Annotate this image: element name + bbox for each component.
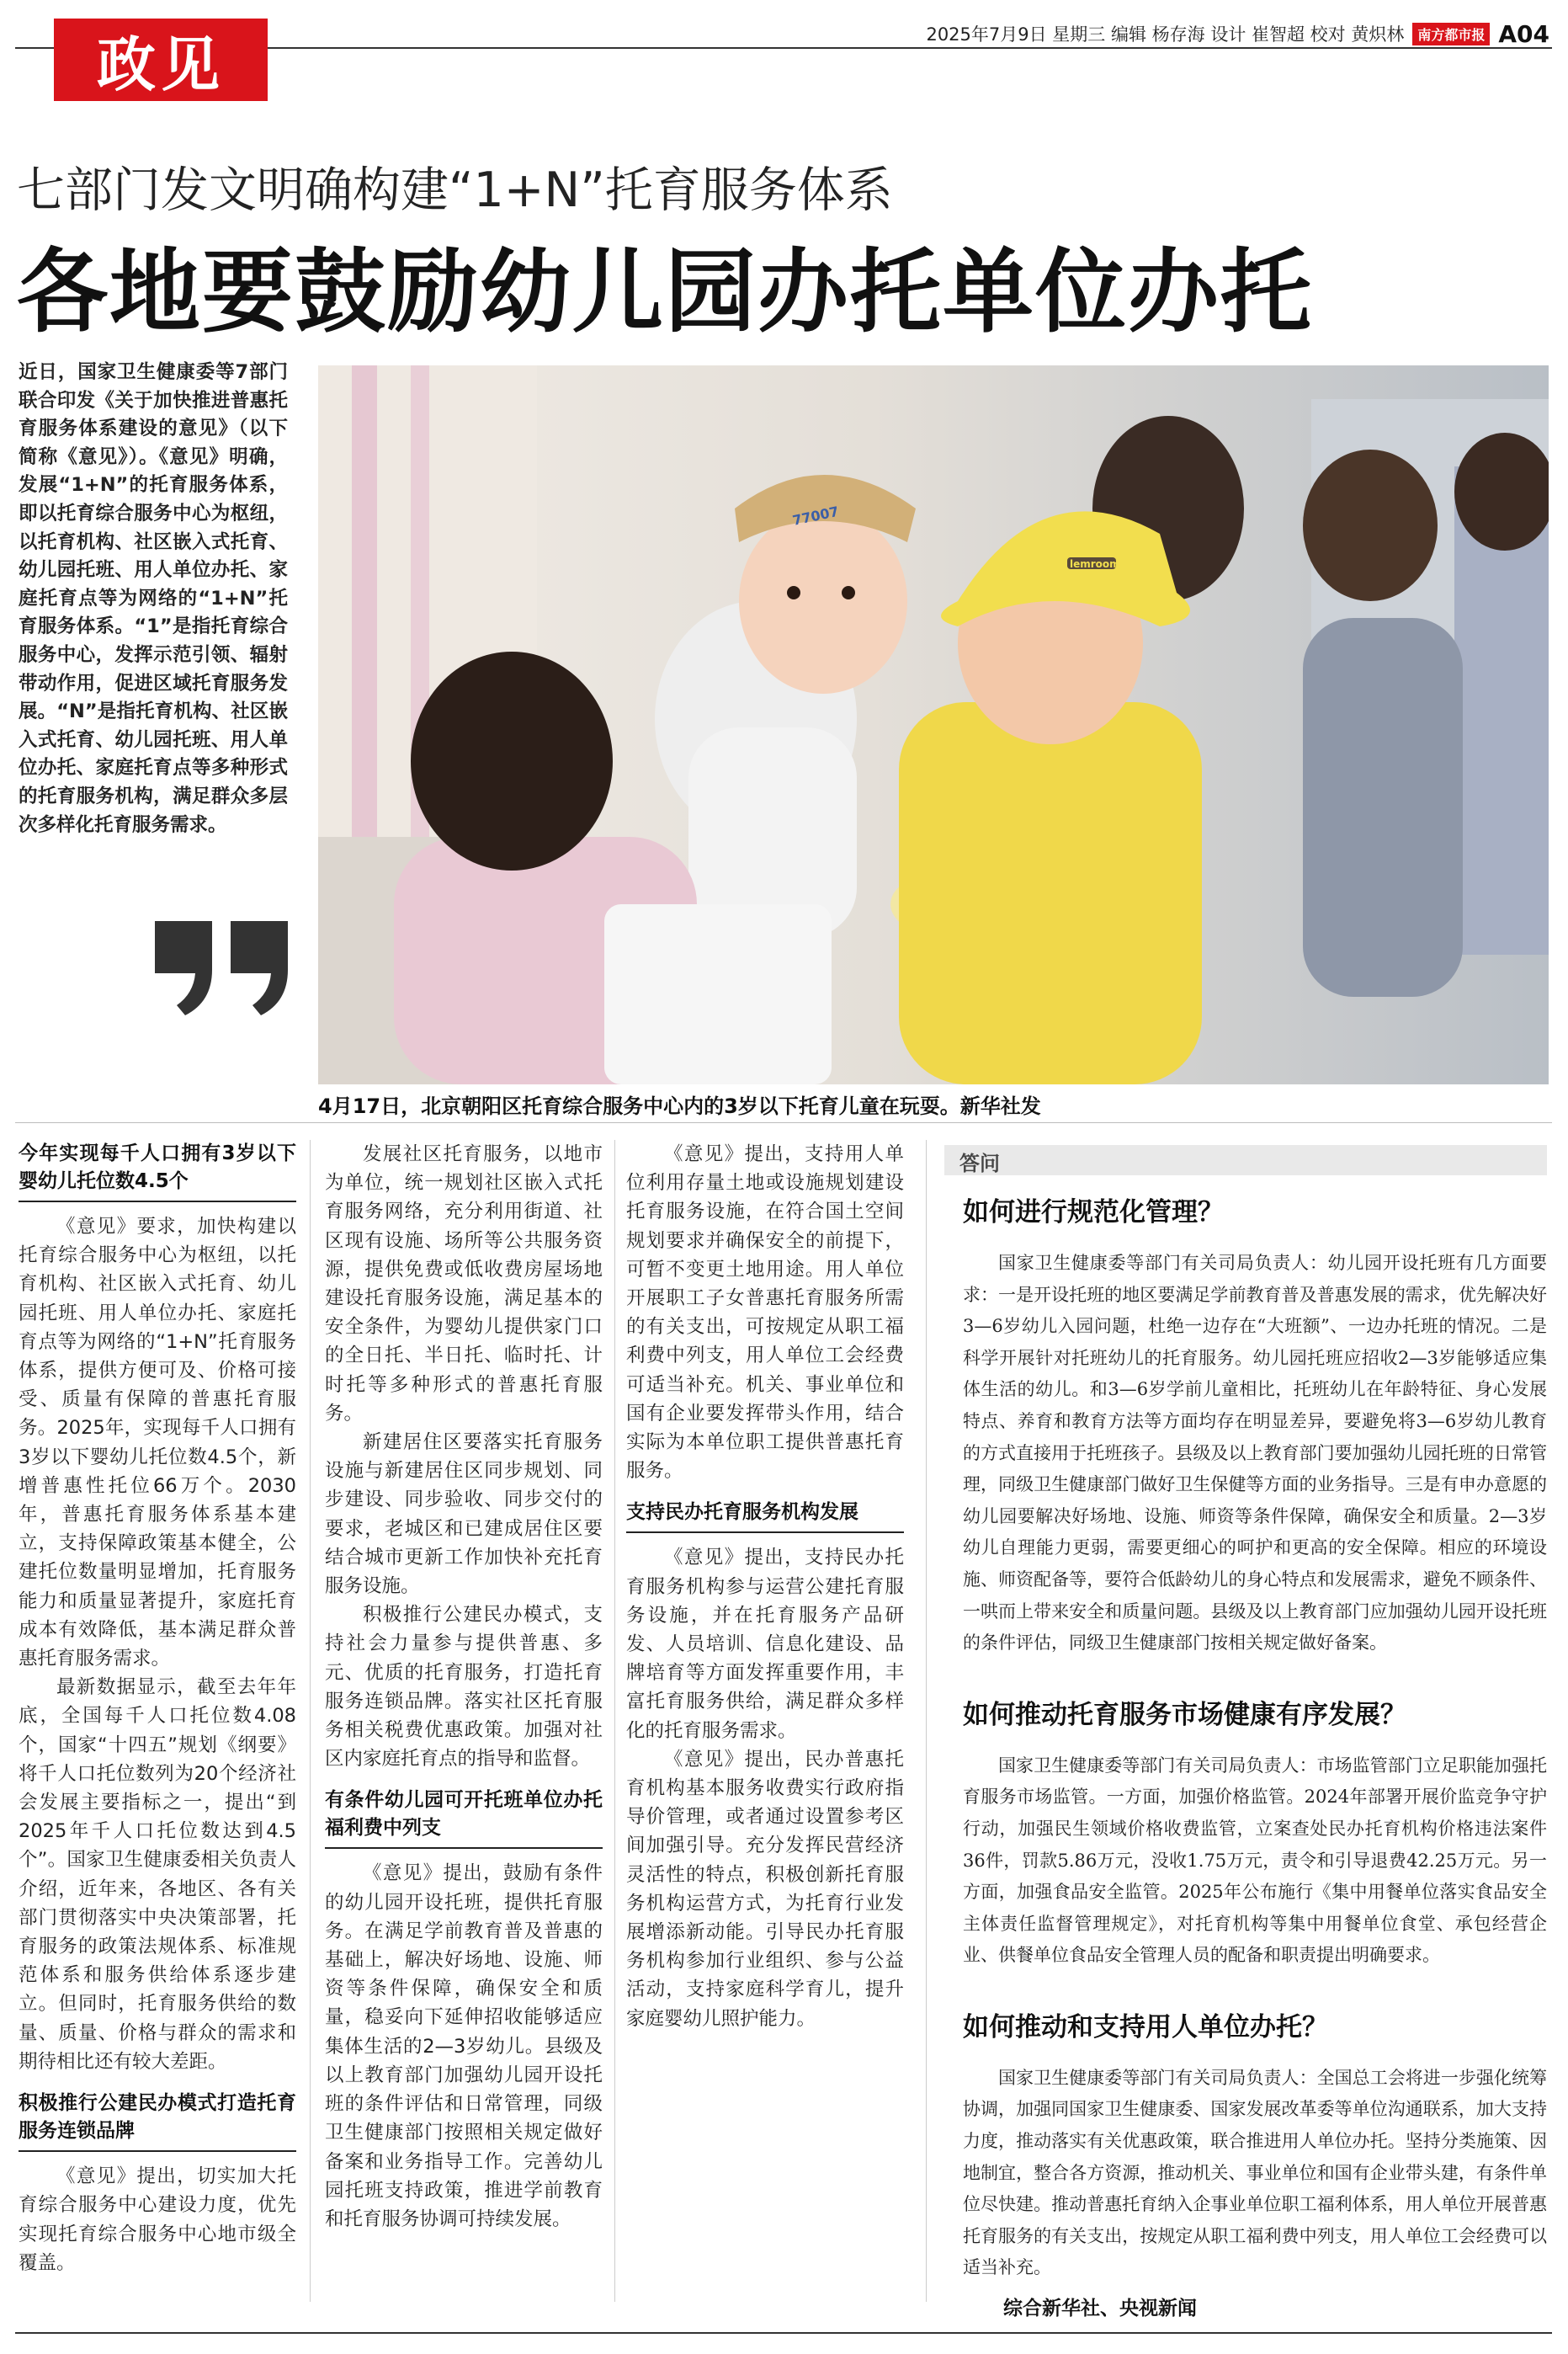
subheading: 有条件幼儿园可开托班单位办托福利费中列支 xyxy=(325,1789,603,1840)
paragraph: 新建居住区要落实托育服务设施与新建居住区同步规划、同步建设、同步验收、同步交付的要求，老城区和已建成居住区要结合城市更新工作加快补充托育服务设施。 xyxy=(325,1431,603,1598)
subheading-rule xyxy=(19,1201,296,1202)
article-column-1 xyxy=(19,1140,296,2277)
answer: 国家卫生健康委等部门有关司局负责人：全国总工会将进一步强化统筹协调，加强同国家卫生健康委、国家发展改革委等单位沟通联系，加大支持力度，推动落实有关优惠政策，联合推进用人单位办托。坚持分类施策、因地制宜，整合各方资源，推动机关、事业单位和国有企业带头建，有条件单位尽快建。推动普惠托育纳入企事业单位职工福利体系，用人单位开展普惠托育服务的有关支出，按规定从职工福利费中列支，用人单位工会经费可以适当补充。 xyxy=(963,2067,1547,2278)
qa-header-bar xyxy=(944,1145,1547,1175)
qa-label: 答问 xyxy=(959,1152,1000,1175)
headline: 各地要鼓励幼儿园办托单位办托 xyxy=(17,240,1314,345)
intro-text: 近日，国家卫生健康委等7部门联合印发《关于加快推进普惠托育服务体系建设的意见》（以下简称《意见》）。《意见》明确，发展“1+N”的托育服务体系，即以托育综合服务中心为枢纽，以托育机构、社区嵌入式托育、幼儿园托班、用人单位办托、家庭托育点等为网络的“1+N”托育服务体系。“1”是指托育综合服务中心，发挥示范引领、辐射带动作用，促进区域托育服务发展。“N”是指托育机构、社区嵌入式托育、幼儿园托班、用人单位办托、家庭托育点等多种形式的托育服务机构，满足群众多层次多样化托育服务需求。 xyxy=(19,361,288,836)
subheading-rule xyxy=(325,1847,603,1849)
paragraph: 《意见》提出，切实加大托育综合服务中心建设力度，优先实现托育综合服务中心地市级全覆盖。 xyxy=(19,2165,296,2274)
article-column-3 xyxy=(626,1140,904,2033)
paragraph: 《意见》提出，支持用人单位利用存量土地或设施规划建设托育服务设施，在符合国土空间规划要求并确保安全的前提下，可暂不变更土地用途。用人单位开展职工子女普惠托育服务所需的有关支出，可按规定从职工福利费中列支，用人单位工会经费可适当补充。机关、事业单位和国有企业要发挥带头作用，结合实际为本单位职工提供普惠托育服务。 xyxy=(626,1143,904,1483)
source-credit: 综合新华社、央视新闻 xyxy=(1003,2298,1197,2320)
column-divider xyxy=(926,1140,927,2302)
answer: 国家卫生健康委等部门有关司局负责人：幼儿园开设托班有几方面要求：一是开设托班的地区要满足学前教育普及普惠发展的需求，优先解决好3—6岁幼儿入园问题，杜绝一边存在“大班额”、一边办托班的情况。二是科学开展针对托班幼儿的托育服务。幼儿园托班应招收2—3岁能够适应集体生活的幼儿。和3—6岁学前儿童相比，托班幼儿在年龄特征、身心发展特点、养育和教育方法等方面均存在明显差异，要避免将3—6岁幼儿教育的方式直接用于托班孩子。县级及以上教育部门要加强幼儿园托班的日常管理，同级卫生健康部门做好卫生保健等方面的业务指导。三是有申办意愿的幼儿园要解决好场地、设施、师资等条件保障，确保安全和质量。2—3岁幼儿自理能力更弱，需要更细心的呵护和更高的安全保障。相应的环境设施、师资配备等，要符合低龄幼儿的身心特点和发展需求，避免不顾条件、一哄而上带来安全和质量问题。县级及以上教育部门应加强幼儿园开设托班的条件评估，同级卫生健康部门按相关规定做好备案。 xyxy=(963,1253,1547,1654)
headline-kicker: 七部门发文明确构建“1+N”托育服务体系 xyxy=(17,162,893,218)
page-number: A04 xyxy=(1498,19,1549,48)
photo-caption: 4月17日，北京朝阳区托育综合服务中心内的3岁以下托育儿童在玩耍。新华社发 xyxy=(318,1094,1041,1118)
subheading: 支持民办托育服务机构发展 xyxy=(626,1501,858,1524)
footer-rule xyxy=(15,2332,1552,2334)
paper-logo: 南方都市报 xyxy=(1412,23,1490,45)
subheading: 积极推行公建民办模式打造托育服务连锁品牌 xyxy=(19,2092,296,2143)
subheading: 今年实现每千人口拥有3岁以下婴幼儿托位数4.5个 xyxy=(19,1142,296,1192)
paragraph: 《意见》提出，鼓励有条件的幼儿园开设托班，提供托育服务。在满足学前教育普及普惠的基础上，解决好场地、设施、师资等条件保障，确保安全和质量，稳妥向下延伸招收能够适应集体生活的2—3岁幼儿。县级及以上教育部门加强幼儿园开设托班的条件评估和日常管理，同级卫生健康部门按照相关规定做好备案和业务指导工作。完善幼儿园托班支持政策，推进学前教育和托育服务协调可持续发展。 xyxy=(325,1862,603,2230)
paragraph: 《意见》要求，加快构建以托育综合服务中心为枢纽，以托育机构、社区嵌入式托育、幼儿园托班、用人单位办托、家庭托育点等为网络的“1+N”托育服务体系，提供方便可及、价格可接受、质量有保障的普惠托育服务。2025年，实现每千人口拥有3岁以下婴幼儿托位数4.5个，新增普惠性托位66万个。2030年，普惠托育服务体系基本建立，支持保障政策基本健全，公建托位数量明显增加，托育服务能力和质量显著提升，家庭托育成本有效降低，基本满足群众普惠托育服务需求。 xyxy=(19,1216,296,1670)
question: 如何推动托育服务市场健康有序发展？ xyxy=(963,1699,1406,1730)
hat-label: lemroom xyxy=(1070,558,1120,570)
column-divider xyxy=(614,1140,615,2302)
paragraph: 最新数据显示，截至去年年底，全国每千人口托位数4.08个，国家“十四五”规划《纲要》将千人口托位数列为20个经济社会发展主要指标之一，提出“到2025年千人口托位数达到4.5个”。国家卫生健康委相关负责人介绍，近年来，各地区、各有关部门贯彻落实中央决策部署，托育服务的政策法规体系、标准规范体系和服务供给体系逐步建立。但同时，托育服务供给的数量、质量、价格与群众的需求和期待相比还有较大差距。 xyxy=(19,1676,296,2073)
paragraph: 积极推行公建民办模式，支持社会力量参与提供普惠、多元、优质的托育服务，打造托育服务连锁品牌。落实社区托育服务相关税费优惠政策。加强对社区内家庭托育点的指导和监督。 xyxy=(325,1604,603,1771)
article-column-2 xyxy=(325,1140,603,2234)
qa-section xyxy=(963,1196,1547,2320)
issue-info: 2025年7月9日 星期三 编辑 杨存海 设计 崔智超 校对 黄炽林 xyxy=(926,24,1405,45)
paragraph: 《意见》提出，民办普惠托育机构基本服务收费实行政府指导价管理，或者通过设置参考区间加强引导。充分发挥民营经济灵活性的特点，积极创新托育服务机构运营方式，为托育行业发展增添新动能。引导民办托育服务机构参加行业组织、参与公益活动，支持家庭科学育儿，提升家庭婴幼儿照护能力。 xyxy=(626,1748,904,2030)
question: 如何进行规范化管理？ xyxy=(963,1197,1224,1228)
answer: 国家卫生健康委等部门有关司局负责人：市场监管部门立足职能加强托育服务市场监管。一方面，加强价格监管。2024年部署开展价监竞争守护行动，加强民生领域价格收费监管，立案查处民办托育机构价格违法案件36件，罚款5.86万元，没收1.75万元，责令和引导退费42.25万元。另一方面，加强食品安全监管。2025年公布施行《集中用餐单位落实食品安全主体责任监督管理规定》，对托育机构等集中用餐单位食堂、承包经营企业、供餐单位食品安全管理人员的配备和职责提出明确要求。 xyxy=(963,1755,1547,1966)
column-divider xyxy=(310,1140,311,2302)
header-meta xyxy=(926,19,1549,49)
section-tag: 政见 xyxy=(54,19,268,101)
cap-label: 77007 xyxy=(790,503,841,529)
paragraph: 《意见》提出，支持民办托育服务机构参与运营公建托育服务设施，并在托育服务产品研发、人员培训、信息化建设、品牌培育等方面发挥重要作用，丰富托育服务供给，满足群众多样化的托育服务需求。 xyxy=(626,1547,904,1742)
divider xyxy=(15,1122,1552,1123)
news-photo xyxy=(318,365,1549,1084)
subheading-rule xyxy=(626,1531,904,1533)
subheading-rule xyxy=(19,2150,296,2152)
paragraph: 发展社区托育服务，以地市为单位，统一规划社区嵌入式托育服务网络，充分利用街道、社区现有设施、场所等公共服务资源，提供免费或低收费房屋场地建设托育服务设施，满足基本的安全条件，为婴幼儿提供家门口的全日托、半日托、临时托、计时托等多种形式的普惠托育服务。 xyxy=(325,1143,603,1425)
question: 如何推动和支持用人单位办托？ xyxy=(963,2011,1328,2042)
photo-illustration xyxy=(318,365,1549,1084)
quote-mark-icon xyxy=(151,918,295,1019)
